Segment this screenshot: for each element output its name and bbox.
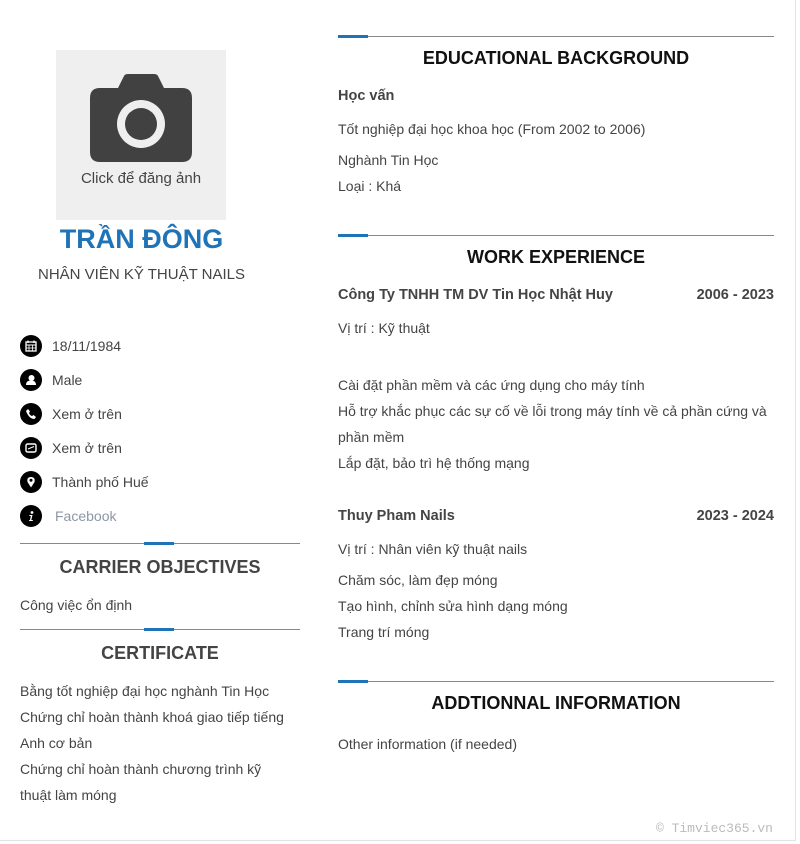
section-accent bbox=[338, 35, 368, 38]
job-position: Vị trí : Kỹ thuật bbox=[338, 320, 430, 336]
job-duty: Trang trí móng bbox=[338, 624, 430, 640]
job-duty: Hỗ trợ khắc phục các sự cố về lỗi trong máy tính về cả phần cứng và bbox=[338, 403, 767, 419]
email-value: Xem ở trên bbox=[52, 440, 122, 456]
certificate-line: Chứng chỉ hoàn thành chương trình kỹ bbox=[20, 761, 262, 777]
job-title: NHÂN VIÊN KỸ THUẬT NAILS bbox=[38, 266, 245, 283]
contact-info bbox=[20, 329, 149, 533]
job-duty: Lắp đặt, bảo trì hệ thống mạng bbox=[338, 455, 530, 471]
email-icon bbox=[20, 437, 42, 459]
job-duty: Cài đặt phần mềm và các ứng dụng cho máy tính bbox=[338, 377, 645, 393]
objectives-title: CARRIER OBJECTIVES bbox=[59, 557, 261, 577]
job-company: Thuy Pham Nails bbox=[338, 508, 455, 524]
education-line: Nghành Tin Học bbox=[338, 152, 439, 168]
work-title: WORK EXPERIENCE bbox=[466, 247, 646, 267]
phone-icon bbox=[20, 403, 42, 425]
job-period: 2023 - 2024 bbox=[696, 508, 774, 524]
candidate-name: TRẦN ĐÔNG bbox=[59, 224, 224, 254]
job-duty: Chăm sóc, làm đẹp móng bbox=[338, 572, 498, 588]
location-icon bbox=[20, 471, 42, 493]
education-heading: Học vấn bbox=[338, 88, 395, 104]
job-duty: phần mềm bbox=[338, 429, 405, 445]
contact-email bbox=[20, 431, 149, 465]
user-icon bbox=[20, 369, 42, 391]
contact-phone bbox=[20, 397, 149, 431]
photo-upload[interactable] bbox=[56, 50, 226, 220]
section-accent bbox=[338, 680, 368, 683]
contact-gender bbox=[20, 363, 149, 397]
section-divider bbox=[338, 235, 774, 236]
contact-birthday bbox=[20, 329, 149, 363]
address-value: Thành phố Huế bbox=[52, 474, 149, 490]
certificate-line: Chứng chỉ hoàn thành khoá giao tiếp tiếng bbox=[20, 709, 284, 725]
education-line: Tốt nghiệp đại học khoa học (From 2002 to 2006) bbox=[338, 121, 646, 137]
education-line: Loại : Khá bbox=[338, 178, 402, 194]
section-accent bbox=[338, 234, 368, 237]
objectives-text: Công việc ổn định bbox=[20, 597, 133, 613]
calendar-icon bbox=[20, 335, 42, 357]
section-accent bbox=[144, 628, 174, 631]
certificate-line: Bằng tốt nghiệp đại học nghành Tin Học bbox=[20, 683, 270, 699]
job-position: Vị trí : Nhân viên kỹ thuật nails bbox=[338, 541, 528, 557]
job-duty: Tạo hình, chỉnh sửa hình dạng móng bbox=[338, 598, 568, 614]
job-duties bbox=[338, 567, 568, 645]
facebook-link[interactable]: Facebook bbox=[55, 508, 117, 524]
info-icon bbox=[20, 505, 42, 527]
contact-address bbox=[20, 465, 149, 499]
additional-title: ADDTIONNAL INFORMATION bbox=[431, 693, 681, 713]
certificate-list bbox=[20, 678, 284, 808]
camera-icon bbox=[90, 74, 192, 164]
certificate-line: thuật làm móng bbox=[20, 787, 117, 803]
section-accent bbox=[144, 542, 174, 545]
additional-text: Other information (if needed) bbox=[338, 736, 517, 752]
job-period: 2006 - 2023 bbox=[696, 287, 774, 303]
phone-value: Xem ở trên bbox=[52, 406, 122, 422]
watermark: © Timviec365.vn bbox=[655, 821, 773, 836]
certificate-title: CERTIFICATE bbox=[101, 643, 219, 663]
section-divider bbox=[338, 36, 774, 37]
certificate-line: Anh cơ bản bbox=[20, 735, 93, 751]
education-title: EDUCATIONAL BACKGROUND bbox=[422, 48, 690, 68]
photo-upload-label: Click để đăng ảnh bbox=[80, 170, 202, 187]
gender-value: Male bbox=[52, 372, 83, 388]
section-divider bbox=[338, 681, 774, 682]
contact-facebook bbox=[20, 499, 149, 533]
job-company: Công Ty TNHH TM DV Tin Học Nhật Huy bbox=[338, 287, 613, 303]
job-duties bbox=[338, 372, 767, 476]
birthday-value: 18/11/1984 bbox=[52, 338, 122, 354]
